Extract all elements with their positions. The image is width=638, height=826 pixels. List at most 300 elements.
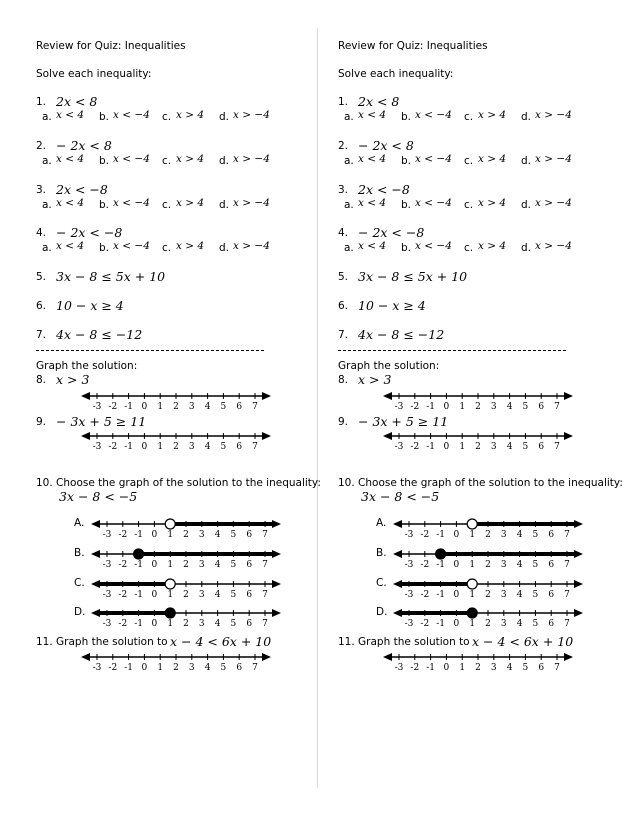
tick-label: -1 — [134, 560, 143, 570]
question-inequality: 3x − 8 < −5 — [59, 489, 138, 504]
option-label: B. — [74, 547, 85, 559]
choice-inequality: x > 4 — [176, 109, 205, 121]
tick-label: 3 — [198, 530, 205, 540]
choice-inequality: x > 4 — [478, 153, 507, 165]
choice-letter: a. — [344, 155, 354, 167]
tick-label: 7 — [564, 590, 570, 600]
tick-label: -2 — [410, 402, 420, 412]
left-arrow — [383, 432, 392, 440]
choice-letter: a. — [42, 242, 52, 254]
choice-inequality: x < −4 — [113, 109, 150, 121]
tick-label: 2 — [183, 590, 189, 600]
tick-label: -3 — [404, 560, 414, 570]
tick-label: -3 — [102, 560, 112, 570]
tick-label: 1 — [157, 402, 164, 412]
choice-letter: c. — [162, 199, 172, 211]
choice-letter: a. — [42, 111, 52, 123]
tick-label: 2 — [173, 402, 179, 412]
question-text: 10. Choose the graph of the solution to the inequality: — [36, 477, 321, 489]
tick-label: 2 — [183, 530, 189, 540]
tick-label: -3 — [102, 619, 112, 629]
choice-letter: d. — [521, 111, 532, 123]
tick-label: 2 — [485, 560, 491, 570]
choice-letter: d. — [219, 242, 230, 254]
choice-letter: b. — [99, 242, 110, 254]
tick-label: 2 — [173, 442, 179, 452]
question-number: 9. — [338, 416, 349, 428]
tick-label: -3 — [102, 590, 112, 600]
question-inequality: 3x − 8 < −5 — [361, 489, 440, 504]
tick-label: 0 — [443, 663, 450, 673]
choice-letter: c. — [162, 155, 172, 167]
tick-label: 0 — [453, 590, 460, 600]
tick-label: 7 — [564, 530, 570, 540]
tick-label: 5 — [230, 590, 237, 600]
tick-label: 7 — [554, 442, 560, 452]
question-number: 8. — [36, 374, 47, 386]
choice-letter: b. — [401, 242, 412, 254]
left-arrow — [383, 392, 392, 400]
tick-label: 7 — [262, 530, 268, 540]
question-inequality: − 2x < −8 — [358, 225, 425, 240]
left-arrow — [81, 392, 90, 400]
choice-inequality: x < 4 — [56, 240, 85, 252]
number-line-q11 — [383, 651, 573, 673]
tick-label: 3 — [198, 619, 205, 629]
tick-label: -2 — [410, 442, 420, 452]
question-inequality: x − 4 < 6x + 10 — [170, 634, 272, 649]
choice-letter: b. — [99, 199, 110, 211]
tick-label: 0 — [443, 442, 450, 452]
section-heading: Graph the solution: — [36, 360, 138, 372]
question-number: 4. — [36, 227, 47, 239]
question-inequality: − 2x < 8 — [56, 138, 112, 153]
choice-inequality: x > −4 — [233, 197, 270, 209]
tick-label: 6 — [548, 530, 555, 540]
tick-label: -1 — [426, 402, 435, 412]
tick-label: 6 — [236, 442, 243, 452]
tick-label: 3 — [188, 442, 195, 452]
tick-label: 5 — [220, 663, 227, 673]
tick-label: 6 — [246, 530, 253, 540]
tick-label: 4 — [204, 402, 211, 412]
tick-label: 0 — [141, 402, 148, 412]
section-divider — [338, 350, 566, 351]
choice-inequality: x < 4 — [56, 109, 85, 121]
tick-label: 4 — [214, 619, 221, 629]
option-label: A. — [74, 517, 85, 529]
tick-label: 4 — [506, 663, 513, 673]
worksheet-title: Review for Quiz: Inequalities — [36, 40, 186, 52]
tick-label: 7 — [252, 402, 258, 412]
tick-label: 6 — [246, 560, 253, 570]
tick-label: -1 — [426, 663, 435, 673]
choice-letter: a. — [42, 155, 52, 167]
choice-inequality: x < −4 — [113, 153, 150, 165]
tick-label: 5 — [220, 402, 227, 412]
question-inequality: 10 − x ≥ 4 — [358, 298, 426, 313]
tick-label: -2 — [108, 663, 118, 673]
choice-inequality: x < 4 — [358, 240, 387, 252]
choice-letter: b. — [99, 155, 110, 167]
question-number: 6. — [36, 300, 47, 312]
question-inequality: x > 3 — [56, 372, 90, 387]
question-inequality: − 3x + 5 ≥ 11 — [56, 414, 147, 429]
tick-label: -1 — [426, 442, 435, 452]
choice-inequality: x < 4 — [358, 109, 387, 121]
tick-label: 3 — [198, 560, 205, 570]
number-line-option-d — [91, 607, 281, 629]
tick-label: 3 — [188, 402, 195, 412]
tick-label: -2 — [118, 530, 128, 540]
left-arrow — [91, 520, 100, 528]
tick-label: -1 — [436, 530, 445, 540]
tick-label: 1 — [167, 590, 174, 600]
choice-letter: c. — [162, 111, 172, 123]
choice-inequality: x > −4 — [233, 109, 270, 121]
tick-label: 4 — [214, 560, 221, 570]
number-line-q9 — [81, 430, 271, 452]
number-line-q11 — [81, 651, 271, 673]
right-arrow — [262, 653, 271, 661]
number-line-option-d — [393, 607, 583, 629]
tick-label: 1 — [469, 590, 476, 600]
worksheet-left — [36, 0, 336, 826]
tick-label: 5 — [522, 402, 529, 412]
choice-inequality: x > 4 — [478, 240, 507, 252]
tick-label: 7 — [554, 663, 560, 673]
tick-label: -1 — [124, 442, 133, 452]
choice-inequality: x < 4 — [358, 197, 387, 209]
choice-letter: a. — [42, 199, 52, 211]
right-arrow — [574, 580, 583, 588]
tick-label: 2 — [183, 619, 189, 629]
right-arrow — [262, 392, 271, 400]
tick-label: -1 — [436, 619, 445, 629]
question-number: 2. — [36, 140, 47, 152]
question-number: 3. — [338, 184, 349, 196]
choice-letter: d. — [219, 111, 230, 123]
open-endpoint — [165, 579, 175, 589]
number-line-option-c — [393, 578, 583, 600]
tick-label: 3 — [188, 663, 195, 673]
tick-label: -2 — [108, 402, 118, 412]
tick-label: 4 — [214, 530, 221, 540]
tick-label: 3 — [500, 530, 507, 540]
question-inequality: − 2x < 8 — [358, 138, 414, 153]
tick-label: 7 — [554, 402, 560, 412]
option-label: C. — [74, 577, 85, 589]
choice-inequality: x < −4 — [415, 240, 452, 252]
choice-inequality: x > −4 — [535, 109, 572, 121]
tick-label: 0 — [443, 402, 450, 412]
tick-label: 3 — [500, 560, 507, 570]
tick-label: 2 — [475, 402, 481, 412]
question-inequality: − 3x + 5 ≥ 11 — [358, 414, 449, 429]
choice-inequality: x < −4 — [415, 197, 452, 209]
choice-inequality: x < −4 — [415, 109, 452, 121]
choice-letter: c. — [464, 242, 474, 254]
question-number: 5. — [36, 271, 47, 283]
tick-label: 3 — [490, 442, 497, 452]
question-text: 11. Graph the solution to — [36, 636, 168, 648]
tick-label: 4 — [204, 442, 211, 452]
right-arrow — [564, 392, 573, 400]
question-number: 8. — [338, 374, 349, 386]
number-line-q8 — [383, 390, 573, 412]
question-inequality: 3x − 8 ≤ 5x + 10 — [56, 269, 166, 284]
tick-label: 5 — [220, 442, 227, 452]
choice-inequality: x < −4 — [113, 240, 150, 252]
tick-label: 7 — [262, 590, 268, 600]
tick-label: 5 — [230, 530, 237, 540]
number-line-q8 — [81, 390, 271, 412]
choice-inequality: x > −4 — [233, 240, 270, 252]
instruction-text: Solve each inequality: — [338, 68, 454, 80]
tick-label: -2 — [118, 560, 128, 570]
tick-label: 7 — [252, 442, 258, 452]
tick-label: -2 — [420, 530, 430, 540]
tick-label: 4 — [506, 402, 513, 412]
worksheet-title: Review for Quiz: Inequalities — [338, 40, 488, 52]
tick-label: 7 — [564, 560, 570, 570]
tick-label: -1 — [436, 560, 445, 570]
number-line-option-a — [393, 518, 583, 540]
question-inequality: 2x < 8 — [56, 94, 98, 109]
right-arrow — [272, 609, 281, 617]
choice-inequality: x > 4 — [176, 153, 205, 165]
choice-letter: a. — [344, 242, 354, 254]
tick-label: 1 — [469, 560, 476, 570]
tick-label: -3 — [102, 530, 112, 540]
tick-label: 6 — [548, 560, 555, 570]
open-endpoint — [467, 579, 477, 589]
choice-inequality: x < 4 — [56, 197, 85, 209]
number-line-option-b — [393, 548, 583, 570]
question-inequality: − 2x < −8 — [56, 225, 123, 240]
tick-label: 1 — [167, 619, 174, 629]
tick-label: -3 — [92, 402, 102, 412]
choice-letter: b. — [99, 111, 110, 123]
tick-label: 5 — [230, 619, 237, 629]
tick-label: 6 — [236, 663, 243, 673]
tick-label: 4 — [204, 663, 211, 673]
tick-label: 0 — [453, 530, 460, 540]
tick-label: 5 — [532, 619, 539, 629]
option-label: D. — [376, 606, 388, 618]
tick-label: 6 — [236, 402, 243, 412]
tick-label: -2 — [108, 442, 118, 452]
tick-label: 4 — [506, 442, 513, 452]
tick-label: 0 — [453, 560, 460, 570]
tick-label: 1 — [157, 663, 164, 673]
tick-label: 1 — [157, 442, 164, 452]
instruction-text: Solve each inequality: — [36, 68, 152, 80]
choice-letter: a. — [344, 199, 354, 211]
question-number: 6. — [338, 300, 349, 312]
tick-label: 4 — [516, 619, 523, 629]
question-inequality: 4x − 8 ≤ −12 — [56, 327, 143, 342]
tick-label: 2 — [485, 530, 491, 540]
tick-label: 0 — [151, 590, 158, 600]
choice-inequality: x > 4 — [478, 197, 507, 209]
tick-label: -1 — [134, 590, 143, 600]
tick-label: 1 — [459, 402, 466, 412]
left-arrow — [393, 520, 402, 528]
tick-label: 7 — [262, 619, 268, 629]
tick-label: 2 — [475, 663, 481, 673]
tick-label: -3 — [404, 590, 414, 600]
section-divider — [36, 350, 264, 351]
tick-label: 6 — [246, 590, 253, 600]
choice-letter: d. — [219, 155, 230, 167]
tick-label: 4 — [516, 560, 523, 570]
tick-label: 3 — [490, 402, 497, 412]
question-number: 4. — [338, 227, 349, 239]
choice-letter: c. — [162, 242, 172, 254]
tick-label: 5 — [522, 442, 529, 452]
question-inequality: 10 − x ≥ 4 — [56, 298, 124, 313]
tick-label: -1 — [436, 590, 445, 600]
left-arrow — [383, 653, 392, 661]
tick-label: 3 — [198, 590, 205, 600]
tick-label: 3 — [490, 663, 497, 673]
tick-label: 7 — [252, 663, 258, 673]
tick-label: 6 — [548, 590, 555, 600]
tick-label: 7 — [564, 619, 570, 629]
question-number: 7. — [338, 329, 349, 341]
tick-label: -2 — [420, 619, 430, 629]
closed-endpoint — [436, 549, 446, 559]
tick-label: -2 — [410, 663, 420, 673]
tick-label: 5 — [532, 530, 539, 540]
tick-label: 0 — [141, 663, 148, 673]
option-label: D. — [74, 606, 86, 618]
tick-label: 2 — [183, 560, 189, 570]
tick-label: -2 — [118, 619, 128, 629]
choice-letter: b. — [401, 199, 412, 211]
question-number: 1. — [36, 96, 47, 108]
tick-label: -2 — [420, 560, 430, 570]
option-label: A. — [376, 517, 387, 529]
closed-endpoint — [134, 549, 144, 559]
open-endpoint — [165, 519, 175, 529]
tick-label: 5 — [522, 663, 529, 673]
left-arrow — [81, 432, 90, 440]
choice-inequality: x < −4 — [415, 153, 452, 165]
tick-label: -3 — [404, 530, 414, 540]
tick-label: 1 — [167, 530, 174, 540]
option-label: C. — [376, 577, 387, 589]
choice-inequality: x > −4 — [535, 153, 572, 165]
tick-label: -3 — [92, 442, 102, 452]
number-line-option-b — [91, 548, 281, 570]
tick-label: 4 — [214, 590, 221, 600]
right-arrow — [564, 653, 573, 661]
tick-label: 5 — [532, 560, 539, 570]
tick-label: 5 — [230, 560, 237, 570]
tick-label: 4 — [516, 590, 523, 600]
tick-label: -2 — [118, 590, 128, 600]
choice-letter: d. — [219, 199, 230, 211]
left-arrow — [393, 550, 402, 558]
choice-inequality: x < 4 — [358, 153, 387, 165]
tick-label: 1 — [469, 619, 476, 629]
right-arrow — [564, 432, 573, 440]
left-arrow — [81, 653, 90, 661]
choice-letter: c. — [464, 199, 474, 211]
choice-letter: a. — [344, 111, 354, 123]
option-label: B. — [376, 547, 387, 559]
tick-label: -3 — [92, 663, 102, 673]
question-inequality: 3x − 8 ≤ 5x + 10 — [358, 269, 468, 284]
tick-label: 3 — [500, 619, 507, 629]
tick-label: -1 — [124, 402, 133, 412]
choice-inequality: x > −4 — [535, 197, 572, 209]
tick-label: 2 — [485, 590, 491, 600]
question-inequality: 2x < −8 — [358, 182, 410, 197]
tick-label: 6 — [538, 442, 545, 452]
question-number: 1. — [338, 96, 349, 108]
open-endpoint — [467, 519, 477, 529]
tick-label: 4 — [516, 530, 523, 540]
choice-inequality: x < 4 — [56, 153, 85, 165]
tick-label: 6 — [548, 619, 555, 629]
tick-label: 1 — [167, 560, 174, 570]
question-inequality: x > 3 — [358, 372, 392, 387]
tick-label: -1 — [124, 663, 133, 673]
number-line-option-c — [91, 578, 281, 600]
tick-label: -3 — [394, 402, 404, 412]
choice-inequality: x > 4 — [176, 240, 205, 252]
right-arrow — [574, 609, 583, 617]
choice-inequality: x < −4 — [113, 197, 150, 209]
tick-label: 1 — [459, 663, 466, 673]
tick-label: 0 — [151, 560, 158, 570]
tick-label: 2 — [475, 442, 481, 452]
closed-endpoint — [467, 608, 477, 618]
tick-label: 6 — [246, 619, 253, 629]
tick-label: 5 — [532, 590, 539, 600]
tick-label: -3 — [394, 442, 404, 452]
choice-letter: c. — [464, 111, 474, 123]
tick-label: -3 — [404, 619, 414, 629]
number-line-q9 — [383, 430, 573, 452]
tick-label: 0 — [141, 442, 148, 452]
choice-letter: d. — [521, 199, 532, 211]
tick-label: 2 — [173, 663, 179, 673]
tick-label: 7 — [262, 560, 268, 570]
question-inequality: 4x − 8 ≤ −12 — [358, 327, 445, 342]
question-inequality: 2x < −8 — [56, 182, 108, 197]
question-text: 10. Choose the graph of the solution to the inequality: — [338, 477, 623, 489]
closed-endpoint — [165, 608, 175, 618]
tick-label: -1 — [134, 530, 143, 540]
tick-label: 0 — [151, 530, 158, 540]
choice-letter: d. — [521, 242, 532, 254]
tick-label: 2 — [485, 619, 491, 629]
tick-label: 0 — [151, 619, 158, 629]
tick-label: 3 — [500, 590, 507, 600]
right-arrow — [272, 580, 281, 588]
question-number: 5. — [338, 271, 349, 283]
choice-letter: b. — [401, 111, 412, 123]
choice-letter: b. — [401, 155, 412, 167]
tick-label: 0 — [453, 619, 460, 629]
tick-label: 6 — [538, 663, 545, 673]
question-number: 9. — [36, 416, 47, 428]
choice-inequality: x > 4 — [478, 109, 507, 121]
